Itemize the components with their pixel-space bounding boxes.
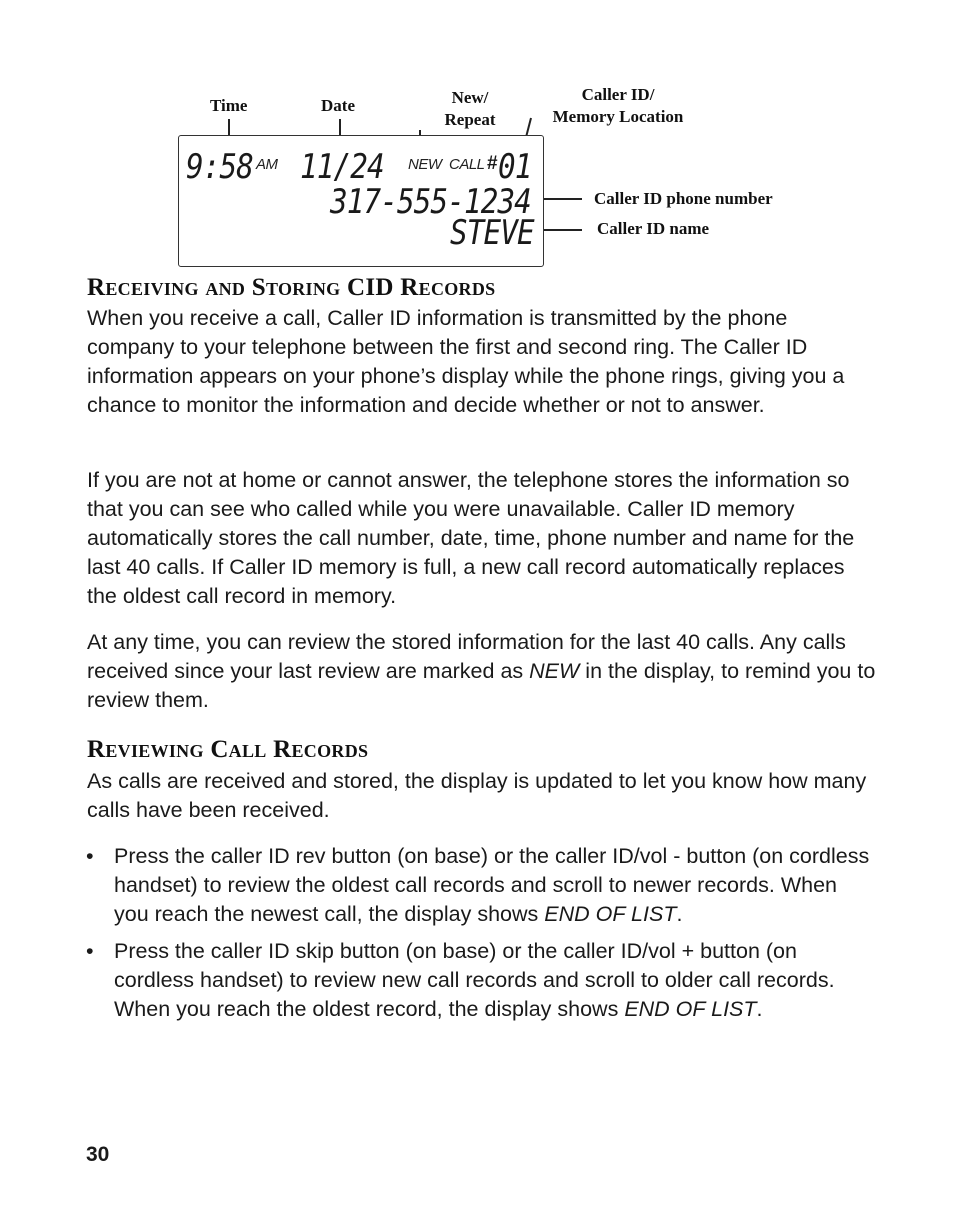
section1-body-3 (87, 628, 877, 715)
lcd-new-indicator: NEW (408, 156, 442, 173)
bullet-marker: • (86, 939, 94, 963)
heading-receiving-storing: Receiving and Storing CID Records (87, 274, 496, 301)
lcd-phone-number: 317-555-1234 (330, 182, 531, 222)
paragraph: When you receive a call, Caller ID information is transmitted by the phone company to your telephone between the first and second ring. The Caller ID information appears on your phone’s display while the phone rings, giving you a chance to monitor the information and decide whether or not to answer. (87, 306, 845, 417)
new-indicator-text: NEW (529, 659, 580, 683)
end-of-list-text: END OF LIST (544, 902, 677, 926)
end-of-list-text: END OF LIST (624, 997, 757, 1021)
section1-body (87, 304, 877, 420)
lcd-caller-name: STEVE (450, 213, 534, 253)
lcd-memory-location: 01 (498, 147, 532, 187)
callout-time: Time (210, 96, 248, 115)
section2-intro: As calls are received and stored, the display is updated to let you know how many calls have been received. (87, 769, 867, 822)
lcd-hash: # (487, 153, 498, 174)
callout-date: Date (321, 96, 355, 115)
paragraph: At any time, you can review the stored information for the last 40 calls. Any calls received since your last review are marked as NEW in the display, to remind you to review them. (87, 630, 876, 712)
lcd-call-label: CALL (449, 156, 485, 173)
heading-reviewing-call-records: Reviewing Call Records (87, 736, 369, 763)
callout-caller-id-phone-number: Caller ID phone number (594, 189, 773, 208)
callout-new-repeat: New/ Repeat (444, 88, 496, 129)
callout-caller-id-memory-location: Caller ID/ Memory Location (552, 85, 684, 126)
bullet-marker: • (86, 844, 94, 868)
bullet-item: Press the caller ID skip button (on base) or the caller ID/vol + button (on cordless handset) to review new call records and scroll to older call records. When you reach the oldest record, the display shows END OF LIST. (114, 939, 835, 1021)
paragraph: If you are not at home or cannot answer, the telephone stores the information so that you can see who called while you were unavailable. Caller ID memory automatically stores the call number, date, time, phone number and name for the last 40 calls. If Caller ID memory is full, a new call record automatically replaces the oldest call record in memory. (87, 468, 855, 608)
lcd-time: 9:58 (186, 147, 253, 187)
callout-caller-id-name: Caller ID name (597, 219, 710, 238)
section1-body-2 (87, 466, 877, 611)
lcd-date: 11/24 (300, 147, 384, 187)
lcd-am-indicator: AM (256, 156, 278, 173)
page-number: 30 (86, 1143, 110, 1166)
bullet-item: Press the caller ID rev button (on base) or the caller ID/vol - button (on cordless handset) to review the oldest call records and scroll to newer records. When you reach the newest call, the display shows END OF LIST. (114, 844, 870, 926)
